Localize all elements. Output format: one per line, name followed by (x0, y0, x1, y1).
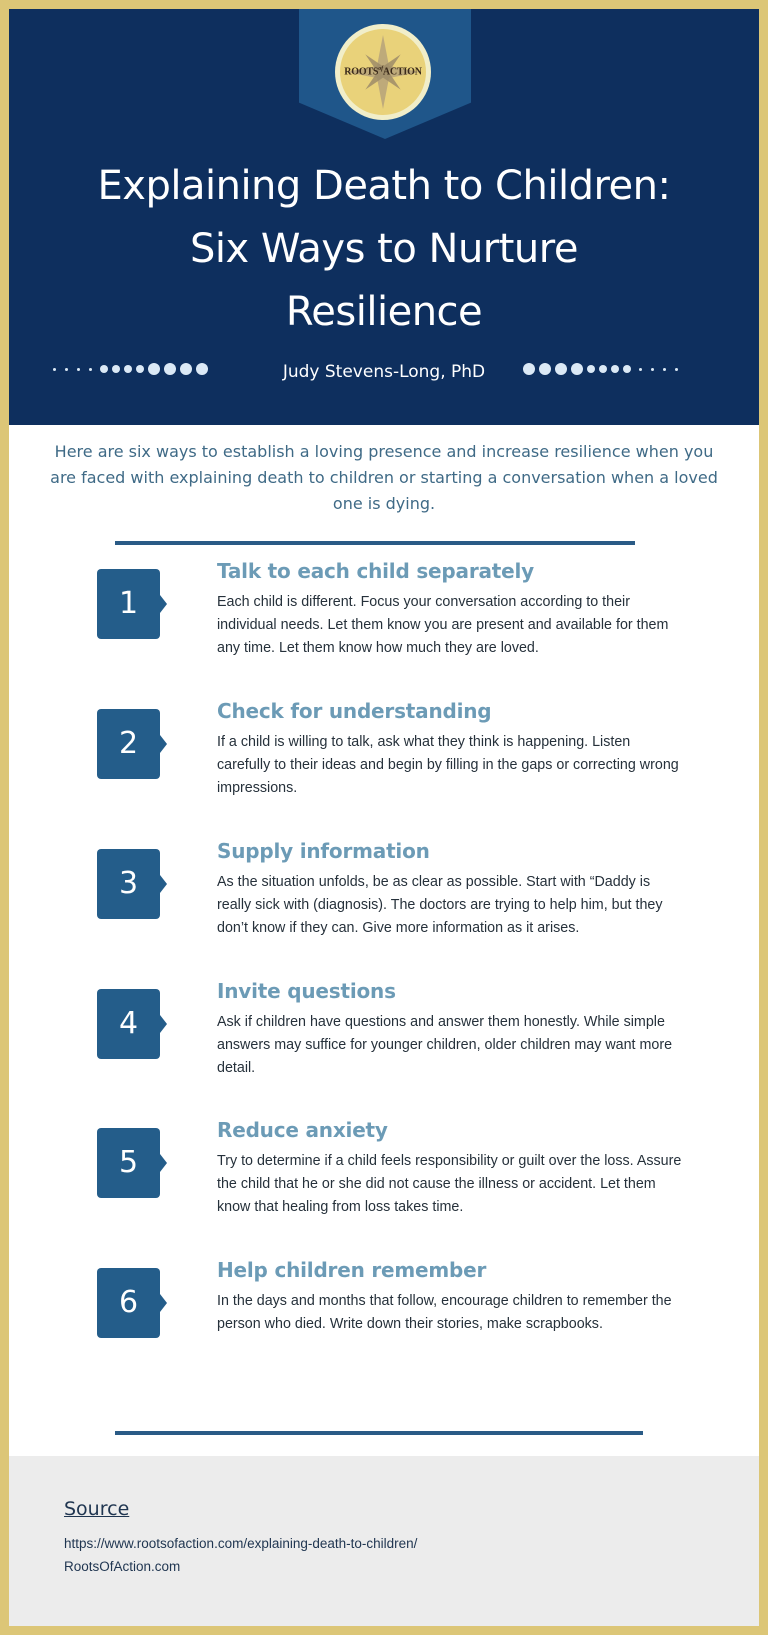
source-site-name: RootsOfAction.com (64, 1559, 181, 1574)
tip-item-6 (9, 1258, 759, 1398)
number-badge: 2 (97, 709, 160, 779)
tip-item-4 (9, 979, 759, 1119)
header-banner (9, 9, 759, 425)
tip-item-3 (9, 839, 759, 979)
title-line-1: Explaining Death to Children: (97, 163, 671, 209)
number-badge: 4 (97, 989, 160, 1059)
title-line-3: Resilience (285, 289, 483, 335)
tip-title: Talk to each child separately (217, 559, 535, 583)
infographic (9, 9, 759, 1626)
source-footer (9, 1456, 759, 1626)
tip-title: Supply information (217, 839, 430, 863)
author-row (9, 359, 759, 389)
tip-title: Check for understanding (217, 699, 492, 723)
number-badge: 6 (97, 1268, 160, 1338)
tip-title: Help children remember (217, 1258, 487, 1282)
tip-body: Try to determine if a child feels responsibility or guilt over the loss. Assure the child that he or she did not cause the illness or accident. Let them know that healing from loss takes time. (217, 1153, 682, 1215)
tip-item-2 (9, 699, 759, 839)
title-line-2: Six Ways to Nurture (190, 226, 578, 272)
source-url-link[interactable]: https://www.rootsofaction.com/explaining-death-to-children/ (64, 1536, 418, 1551)
tip-item-1 (9, 559, 759, 699)
top-divider (115, 541, 635, 545)
number-badge: 5 (97, 1128, 160, 1198)
decorative-dots-right (523, 363, 678, 375)
number-badge: 3 (97, 849, 160, 919)
tip-body: If a child is willing to talk, ask what they think is happening. Listen carefully to their ideas and begin by filling in the gaps or correcting wrong impressions. (217, 734, 679, 796)
author-name: Judy Stevens-Long, PhD (282, 362, 486, 382)
tip-body: As the situation unfolds, be as clear as possible. Start with “Daddy is really sick with (diagnosis). The doctors are trying to help him, but they don’t know if they can. Give more information as it arises. (217, 874, 663, 936)
source-heading-link[interactable]: Source (64, 1498, 130, 1520)
tip-body: In the days and months that follow, encourage children to remember the person who died. Write down their stories, make scrapbooks. (217, 1293, 672, 1332)
number-badge: 1 (97, 569, 160, 639)
bottom-divider (115, 1431, 643, 1435)
tip-body: Each child is different. Focus your conversation according to their individual needs. Let them know you are present and available for them any time. Let them know how much they are loved. (217, 594, 669, 656)
tip-body: Ask if children have questions and answer them honestly. While simple answers may suffice for younger children, older children may want more detail. (217, 1014, 673, 1076)
tip-item-5 (9, 1118, 759, 1258)
page-title (9, 155, 759, 344)
roots-of-action-logo (335, 24, 431, 120)
logo-medallion (340, 29, 426, 115)
tip-title: Invite questions (217, 979, 396, 1003)
logo-wordmark: $ROOTS^{of}ACTION$ (344, 66, 422, 78)
tip-title: Reduce anxiety (217, 1118, 388, 1142)
intro-text: Here are six ways to establish a loving presence and increase resilience when you are faced with explaining death to children or starting a conversation when a loved one is dying. (50, 442, 718, 513)
